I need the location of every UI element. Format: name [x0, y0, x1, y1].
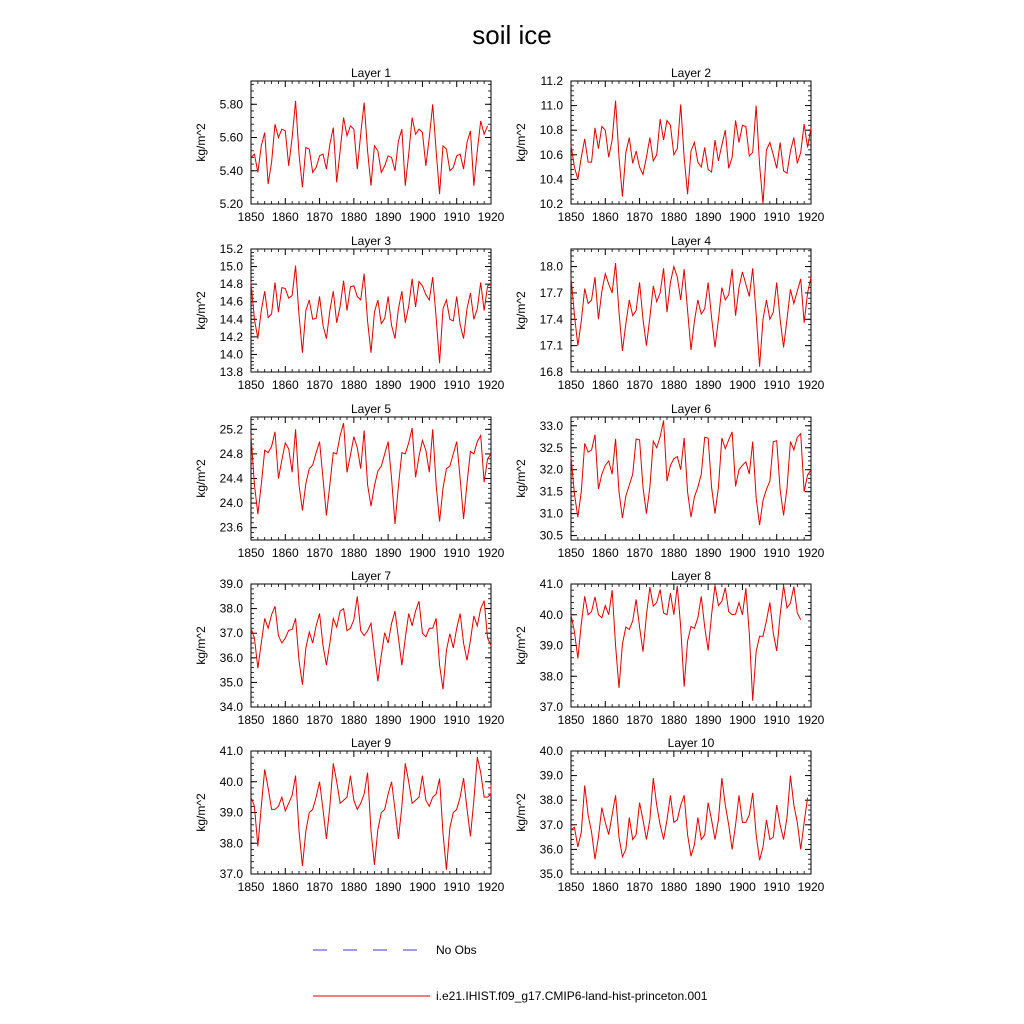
y-tick-label: 17.4 [539, 312, 563, 327]
x-tick-label: 1910 [443, 546, 471, 560]
x-tick-label: 1910 [763, 378, 791, 392]
x-tick-label: 1900 [729, 210, 756, 224]
y-tick-label: 15.2 [219, 242, 243, 256]
panel-title: Layer 4 [670, 234, 712, 248]
chart-layer-6 [514, 402, 825, 560]
y-tick-label: 24.8 [219, 446, 243, 461]
chart-layer-4 [514, 234, 825, 392]
x-tick-label: 1920 [797, 546, 825, 560]
x-tick-label: 1890 [694, 546, 722, 560]
y-tick-label: 5.20 [219, 197, 243, 211]
x-tick-label: 1870 [306, 378, 333, 392]
panel-title: Layer 7 [350, 569, 392, 583]
series-line [571, 263, 811, 367]
chart-layer-2 [514, 66, 825, 224]
plot-frame [571, 249, 811, 372]
y-tick-label: 32.0 [539, 462, 563, 477]
y-axis-label: kg/m^2 [514, 793, 528, 832]
panel-title: Layer 6 [670, 402, 712, 416]
y-tick-label: 36.0 [539, 842, 563, 857]
x-tick-label: 1880 [660, 546, 688, 560]
chart-layer-1 [194, 66, 505, 224]
y-tick-label: 32.5 [539, 440, 563, 455]
y-tick-label: 16.8 [539, 365, 563, 379]
y-tick-label: 10.8 [539, 123, 563, 138]
x-tick-label: 1910 [443, 880, 471, 894]
x-tick-label: 1860 [271, 546, 299, 560]
x-tick-label: 1850 [557, 546, 585, 560]
x-tick-label: 1850 [237, 378, 265, 392]
x-tick-label: 1880 [660, 378, 688, 392]
y-tick-label: 40.0 [539, 744, 563, 758]
series-line [251, 757, 491, 870]
chart-layer-10 [514, 736, 825, 894]
x-tick-label: 1900 [729, 713, 756, 727]
x-tick-label: 1860 [591, 880, 619, 894]
y-tick-label: 11.0 [540, 98, 563, 113]
x-tick-label: 1860 [591, 713, 619, 727]
x-tick-label: 1910 [443, 210, 471, 224]
panel-title: Layer 1 [350, 66, 392, 80]
chart-layer-8 [514, 569, 825, 727]
x-tick-label: 1900 [729, 546, 756, 560]
chart-layer-3 [194, 234, 505, 392]
y-tick-label: 38.0 [539, 793, 563, 808]
y-tick-label: 39.0 [219, 577, 243, 591]
x-tick-label: 1850 [237, 210, 265, 224]
y-tick-label: 23.6 [219, 520, 243, 535]
y-tick-label: 5.40 [219, 163, 243, 178]
y-tick-label: 5.60 [219, 130, 243, 145]
x-tick-label: 1920 [477, 378, 505, 392]
y-tick-label: 38.0 [219, 601, 243, 616]
x-tick-label: 1860 [591, 210, 619, 224]
x-tick-label: 1900 [409, 378, 436, 392]
y-tick-label: 14.2 [219, 329, 243, 344]
panel-title: Layer 2 [670, 66, 712, 80]
y-tick-label: 38.0 [219, 836, 243, 851]
x-tick-label: 1920 [797, 713, 825, 727]
y-tick-label: 40.0 [219, 774, 243, 789]
panels-container [194, 66, 825, 894]
series-line [571, 101, 811, 204]
panel-title: Layer 8 [670, 569, 712, 583]
y-tick-label: 39.0 [539, 638, 563, 653]
y-tick-label: 14.6 [219, 294, 243, 309]
x-tick-label: 1910 [443, 713, 471, 727]
series-line [251, 423, 491, 524]
y-tick-label: 39.0 [219, 805, 243, 820]
y-tick-label: 18.0 [539, 259, 563, 274]
x-tick-label: 1910 [763, 546, 791, 560]
x-tick-label: 1860 [591, 546, 619, 560]
x-tick-label: 1860 [271, 713, 299, 727]
x-tick-label: 1920 [797, 378, 825, 392]
x-tick-label: 1870 [626, 378, 653, 392]
x-tick-label: 1870 [626, 880, 653, 894]
y-axis-label: kg/m^2 [194, 291, 208, 330]
y-tick-label: 14.4 [219, 312, 243, 327]
plot-frame [251, 751, 491, 874]
y-tick-label: 17.1 [539, 338, 563, 353]
legend-label-model: i.e21.IHIST.f09_g17.CMIP6-land-hist-princeton.001 [436, 989, 708, 1003]
x-tick-label: 1900 [729, 378, 756, 392]
series-line [251, 596, 491, 689]
x-tick-label: 1880 [660, 210, 688, 224]
x-tick-label: 1870 [306, 880, 333, 894]
y-tick-label: 35.0 [539, 867, 563, 881]
figure-title: soil ice [472, 20, 552, 50]
x-tick-label: 1900 [729, 880, 756, 894]
x-tick-label: 1920 [477, 713, 505, 727]
x-tick-label: 1920 [477, 546, 505, 560]
y-tick-label: 31.5 [539, 484, 563, 499]
x-tick-label: 1890 [374, 546, 402, 560]
x-tick-label: 1920 [797, 880, 825, 894]
series-line [571, 776, 808, 861]
x-tick-label: 1890 [694, 378, 722, 392]
legend-entry-model [313, 989, 708, 1003]
y-tick-label: 25.2 [219, 422, 243, 437]
x-tick-label: 1870 [306, 713, 333, 727]
x-tick-label: 1890 [374, 210, 402, 224]
x-tick-label: 1860 [591, 378, 619, 392]
y-tick-label: 36.0 [219, 650, 243, 665]
y-tick-label: 10.6 [539, 147, 563, 162]
x-tick-label: 1850 [237, 546, 265, 560]
y-tick-label: 41.0 [219, 744, 243, 758]
x-tick-label: 1900 [409, 546, 436, 560]
x-tick-label: 1880 [340, 880, 368, 894]
plot-frame [571, 417, 811, 540]
x-tick-label: 1850 [557, 378, 585, 392]
y-tick-label: 15.0 [219, 259, 243, 274]
y-tick-label: 37.0 [539, 700, 563, 714]
y-tick-label: 11.2 [540, 74, 563, 88]
chart-layer-7 [194, 569, 505, 727]
legend-label-no-obs: No Obs [436, 943, 477, 957]
series-line [571, 421, 811, 526]
y-tick-label: 13.8 [219, 365, 243, 379]
x-tick-label: 1890 [694, 210, 722, 224]
x-tick-label: 1860 [271, 210, 299, 224]
x-tick-label: 1870 [626, 546, 653, 560]
legend-entry-no-obs [313, 943, 477, 957]
x-tick-label: 1890 [374, 713, 402, 727]
y-tick-label: 37.0 [219, 626, 243, 641]
y-tick-label: 34.0 [219, 700, 243, 714]
x-tick-label: 1900 [409, 210, 436, 224]
y-tick-label: 24.0 [219, 496, 243, 511]
plot-frame [251, 584, 491, 707]
x-tick-label: 1850 [557, 713, 585, 727]
y-tick-label: 37.0 [539, 817, 563, 832]
x-tick-label: 1880 [340, 546, 368, 560]
y-tick-label: 14.0 [219, 347, 243, 362]
plot-frame [251, 417, 491, 540]
x-tick-label: 1880 [340, 713, 368, 727]
plot-frame [571, 584, 811, 707]
x-tick-label: 1910 [443, 378, 471, 392]
y-tick-label: 10.2 [539, 197, 563, 211]
y-tick-label: 35.0 [219, 675, 243, 690]
panel-title: Layer 9 [350, 736, 392, 750]
y-tick-label: 41.0 [539, 577, 563, 591]
x-tick-label: 1860 [271, 880, 299, 894]
y-axis-label: kg/m^2 [514, 291, 528, 330]
x-tick-label: 1890 [694, 880, 722, 894]
y-axis-label: kg/m^2 [194, 123, 208, 162]
x-tick-label: 1870 [626, 210, 653, 224]
x-tick-label: 1850 [557, 210, 585, 224]
y-tick-label: 30.5 [539, 528, 563, 543]
y-tick-label: 31.0 [539, 506, 563, 521]
x-tick-label: 1860 [271, 378, 299, 392]
x-tick-label: 1890 [374, 378, 402, 392]
x-tick-label: 1850 [237, 713, 265, 727]
x-tick-label: 1910 [763, 880, 791, 894]
y-tick-label: 14.8 [219, 277, 243, 292]
series-line [251, 266, 491, 364]
y-axis-label: kg/m^2 [194, 626, 208, 665]
y-tick-label: 38.0 [539, 669, 563, 684]
x-tick-label: 1910 [763, 210, 791, 224]
x-tick-label: 1880 [340, 378, 368, 392]
x-tick-label: 1880 [660, 880, 688, 894]
x-tick-label: 1880 [660, 713, 688, 727]
x-tick-label: 1920 [797, 210, 825, 224]
y-tick-label: 17.7 [539, 285, 563, 300]
x-tick-label: 1900 [409, 713, 436, 727]
y-tick-label: 37.0 [219, 867, 243, 881]
x-tick-label: 1890 [374, 880, 402, 894]
y-tick-label: 24.4 [219, 471, 243, 486]
y-axis-label: kg/m^2 [194, 459, 208, 498]
y-axis-label: kg/m^2 [514, 626, 528, 665]
y-tick-label: 5.80 [219, 97, 243, 112]
x-tick-label: 1850 [237, 880, 265, 894]
x-tick-label: 1870 [626, 713, 653, 727]
chart-layer-9 [194, 736, 505, 894]
legend [313, 943, 708, 1003]
y-tick-label: 39.0 [539, 768, 563, 783]
x-tick-label: 1850 [557, 880, 585, 894]
x-tick-label: 1870 [306, 546, 333, 560]
x-tick-label: 1880 [340, 210, 368, 224]
y-axis-label: kg/m^2 [514, 459, 528, 498]
panel-title: Layer 5 [350, 402, 392, 416]
x-tick-label: 1900 [409, 880, 436, 894]
panel-title: Layer 10 [667, 736, 715, 750]
y-tick-label: 33.0 [539, 418, 563, 433]
y-axis-label: kg/m^2 [514, 123, 528, 162]
y-axis-label: kg/m^2 [194, 793, 208, 832]
chart-layer-5 [194, 402, 505, 560]
x-tick-label: 1890 [694, 713, 722, 727]
series-line [571, 585, 801, 701]
x-tick-label: 1910 [763, 713, 791, 727]
x-tick-label: 1870 [306, 210, 333, 224]
y-tick-label: 40.0 [539, 607, 563, 622]
panel-title: Layer 3 [350, 234, 392, 248]
x-tick-label: 1920 [477, 210, 505, 224]
series-line [251, 101, 488, 194]
x-tick-label: 1920 [477, 880, 505, 894]
y-tick-label: 10.4 [539, 172, 563, 187]
